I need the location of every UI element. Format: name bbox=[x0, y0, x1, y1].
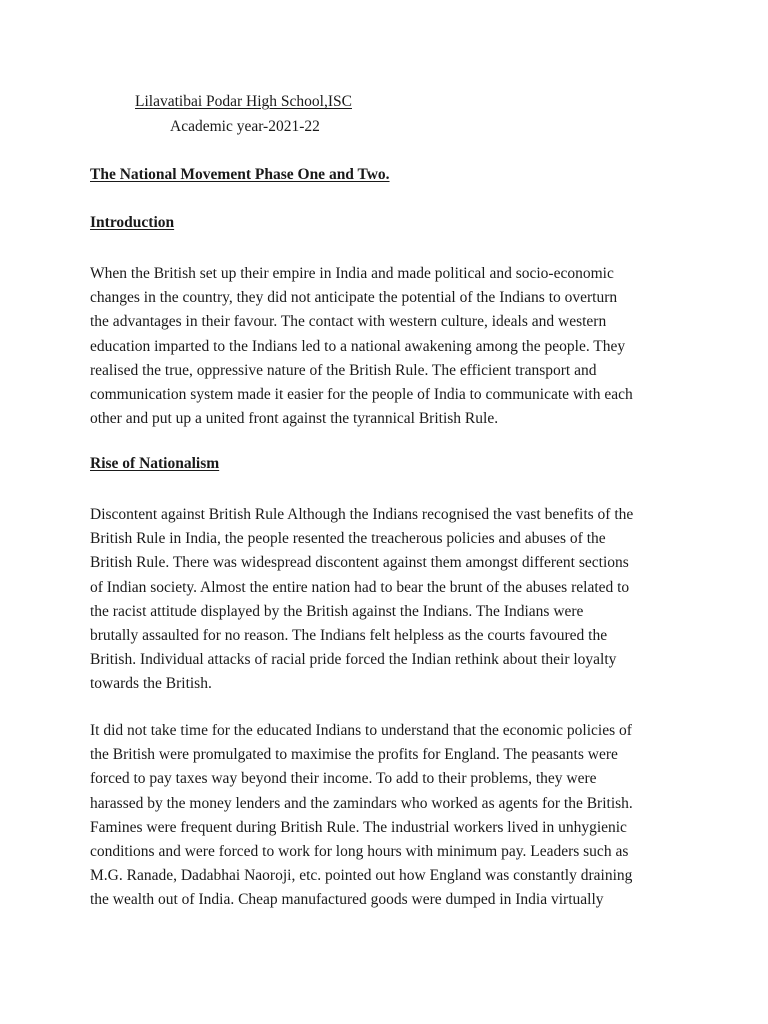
document-title: The National Movement Phase One and Two. bbox=[90, 166, 390, 183]
section-heading-rise-of-nationalism: Rise of Nationalism bbox=[90, 455, 220, 472]
paragraph-line: Famines were frequent during British Rule. The industrial workers lived in unhygienic bbox=[90, 818, 627, 836]
paragraph-line: education imparted to the Indians led to a national awakening among the people. They bbox=[90, 337, 626, 355]
paragraph-line: the racist attitude displayed by the British against the Indians. The Indians were bbox=[90, 602, 584, 620]
paragraph-line: It did not take time for the educated Indians to understand that the economic policies of bbox=[90, 722, 632, 739]
school-name: Lilavatibai Podar High School,ISC bbox=[135, 93, 352, 110]
paragraph-line: changes in the country, they did not anticipate the potential of the Indians to overturn bbox=[90, 289, 618, 307]
paragraph-line: realised the true, oppressive nature of the British Rule. The efficient transport and bbox=[90, 361, 597, 379]
paragraph-introduction bbox=[90, 262, 690, 431]
paragraph-line: When the British set up their empire in India and made political and socio-economic bbox=[90, 265, 614, 282]
paragraph-line: other and put up a united front against the tyrannical British Rule. bbox=[90, 410, 499, 428]
paragraph-line: British. Individual attacks of racial pride forced the Indian rethink about their loyalty bbox=[90, 651, 617, 669]
section-heading-introduction: Introduction bbox=[90, 214, 175, 231]
paragraph-line: the wealth out of India. Cheap manufactured goods were dumped in India virtually bbox=[90, 891, 604, 909]
paragraph-line: British Rule. There was widespread discontent against them amongst different sections bbox=[90, 554, 629, 572]
paragraph-line: brutally assaulted for no reason. The Indians felt helpless as the courts favoured the bbox=[90, 627, 608, 645]
paragraph-line: communication system made it easier for the people of India to communicate with each bbox=[90, 386, 633, 404]
paragraph-line: towards the British. bbox=[90, 675, 212, 693]
paragraph-line: M.G. Ranade, Dadabhai Naoroji, etc. pointed out how England was constantly draining bbox=[90, 867, 633, 885]
paragraph-line: conditions and were forced to work for long hours with minimum pay. Leaders such as bbox=[90, 843, 629, 861]
paragraph-line: Discontent against British Rule Although the Indians recognised the vast benefits of the bbox=[90, 506, 634, 523]
paragraph-line: the British were promulgated to maximise the profits for England. The peasants were bbox=[90, 746, 618, 764]
paragraph-discontent bbox=[90, 503, 690, 697]
academic-year: Academic year-2021-22 bbox=[170, 118, 320, 135]
paragraph-line: the advantages in their favour. The contact with western culture, ideals and western bbox=[90, 313, 607, 331]
paragraph-line: British Rule in India, the people resented the treacherous policies and abuses of the bbox=[90, 530, 606, 548]
paragraph-line: of Indian society. Almost the entire nation had to bear the brunt of the abuses related to bbox=[90, 578, 630, 596]
paragraph-line: harassed by the money lenders and the zamindars who worked as agents for the British. bbox=[90, 794, 633, 812]
paragraph-economic-policies bbox=[90, 719, 690, 913]
paragraph-line: forced to pay taxes way beyond their income. To add to their problems, they were bbox=[90, 770, 597, 788]
